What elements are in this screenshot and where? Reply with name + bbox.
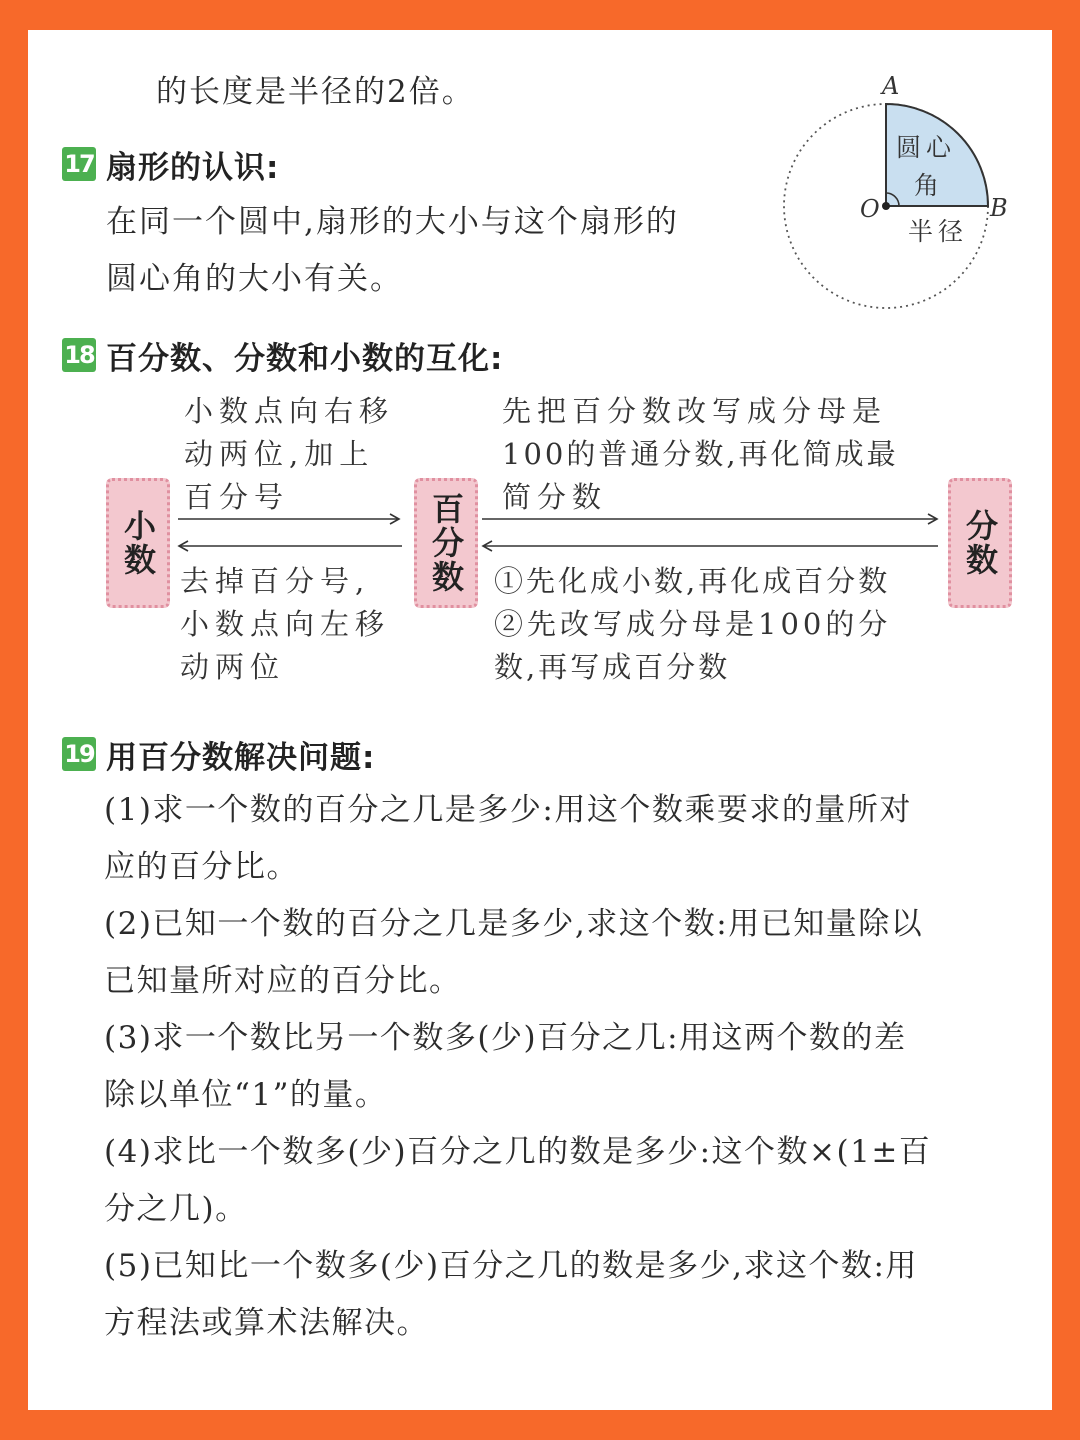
percent-to-decimal-rule-line-2: 小数点向左移	[180, 607, 391, 641]
decimal-to-percent-rule-line-1: 小数点向右移	[184, 394, 395, 428]
section-18-heading	[62, 333, 503, 377]
list-item-2-line-1: (2)已知一个数的百分之几是多少,求这个数:用已知量除以	[104, 906, 924, 942]
decimal-to-percent-rule-line-3: 百分号	[184, 480, 290, 514]
percent-to-decimal-rule-line-3: 动两位	[180, 650, 286, 684]
center-point	[882, 202, 890, 210]
section-17-line-1: 在同一个圆中,扇形的大小与这个扇形的	[106, 204, 679, 240]
circle-sector-figure	[768, 70, 1028, 330]
section-19-heading	[62, 732, 375, 776]
list-item-4-line-2: 分之几)。	[104, 1191, 248, 1227]
fraction-to-percent-method-1: ①先化成小数,再化成百分数	[494, 564, 891, 598]
fraction-to-percent-method-2: ②先改写成分母是100的分	[494, 607, 892, 641]
list-item-3-line-2: 除以单位“1”的量。	[104, 1077, 388, 1113]
point-o-label: O	[860, 195, 880, 223]
list-item-5-line-2: 方程法或算术法解决。	[104, 1305, 429, 1341]
percent-to-decimal-rule-line-1: 去掉百分号,	[180, 564, 371, 598]
section-title: 用百分数解决问题:	[106, 739, 376, 776]
section-number-badge: 19	[62, 737, 96, 771]
list-item-3-line-1: (3)求一个数比另一个数多(少)百分之几:用这两个数的差	[104, 1020, 907, 1056]
percent-box-label: 百分数	[427, 492, 465, 594]
percent-to-fraction-rule-line-1: 先把百分数改写成分母是	[502, 394, 888, 428]
section-number-badge: 18	[62, 338, 96, 372]
sector-label-line-2: 角	[914, 171, 940, 200]
decimal-box-label: 小数	[119, 509, 157, 577]
section-17-line-2: 圆心角的大小有关。	[106, 261, 403, 297]
decimal-to-percent-rule-line-2: 动两位,加上	[184, 437, 375, 471]
intro-line: 的长度是半径的2倍。	[156, 74, 475, 110]
sector-label-line-1: 圆心	[896, 133, 957, 162]
list-item-4-line-1: (4)求比一个数多(少)百分之几的数是多少:这个数×(1±百	[104, 1134, 932, 1170]
page	[28, 30, 1052, 1410]
conversion-arrows	[28, 500, 1052, 560]
list-item-2-line-2: 已知量所对应的百分比。	[104, 963, 462, 999]
radius-label: 半径	[908, 217, 969, 246]
section-number-badge: 17	[62, 147, 96, 181]
fraction-to-percent-method-2-cont: 数,再写成百分数	[494, 650, 731, 684]
list-item-1-line-2: 应的百分比。	[104, 849, 299, 885]
fraction-box-label: 分数	[961, 509, 999, 577]
section-17-heading	[62, 142, 279, 186]
point-a-label: A	[882, 72, 900, 100]
list-item-1-line-1: (1)求一个数的百分之几是多少:用这个数乘要求的量所对	[104, 792, 912, 828]
point-b-label: B	[990, 194, 1008, 222]
percent-to-fraction-rule-line-3: 简分数	[502, 480, 608, 514]
section-title: 扇形的认识:	[106, 149, 280, 186]
percent-to-fraction-rule-line-2: 100的普通分数,再化简成最	[502, 437, 899, 471]
list-item-5-line-1: (5)已知比一个数多(少)百分之几的数是多少,求这个数:用	[104, 1248, 918, 1284]
section-title: 百分数、分数和小数的互化:	[106, 340, 504, 377]
